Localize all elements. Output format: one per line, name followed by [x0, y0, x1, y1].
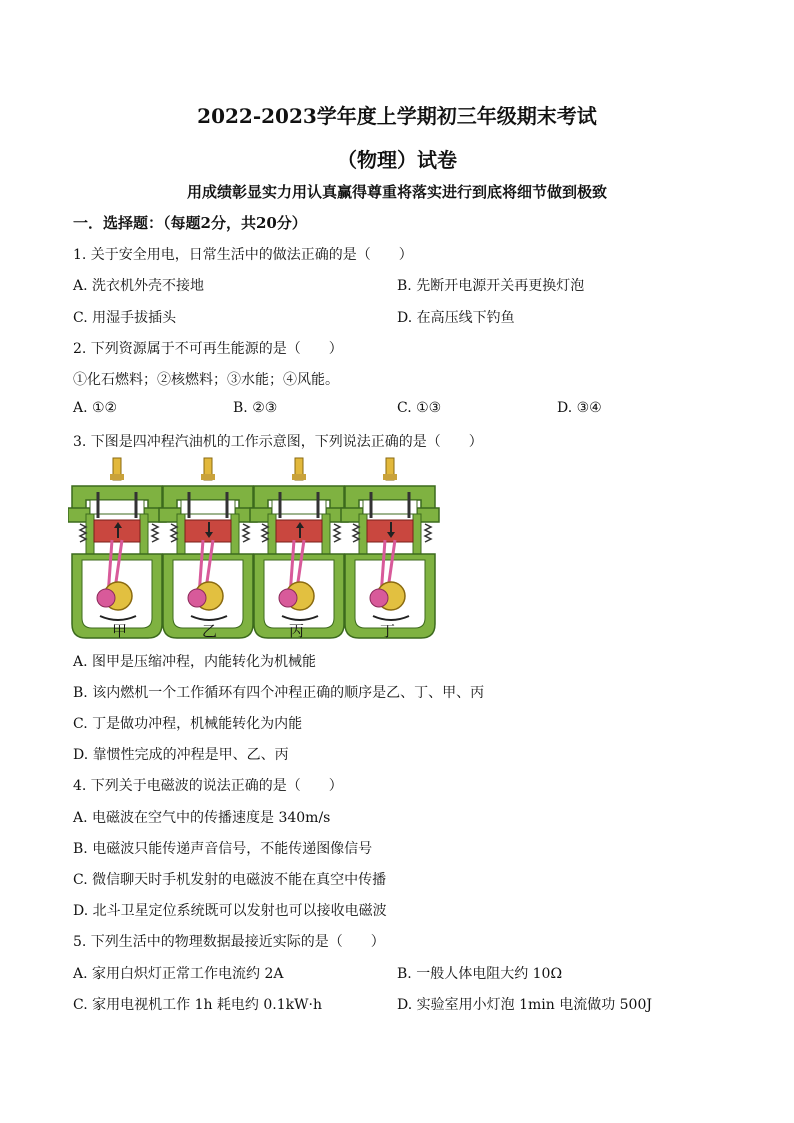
q5-option-b: B. 一般人体电阻大约 10Ω	[397, 966, 563, 982]
exam-motto: 用成绩彰显实力用认真赢得尊重将落实进行到底将细节做到极致	[186, 183, 607, 201]
q2-option-a: A. ①②	[73, 400, 118, 416]
q3-option-b: B. 该内燃机一个工作循环有四个冲程正确的顺序是乙、丁、甲、丙	[73, 685, 485, 701]
q2-option-c: C. ①③	[397, 400, 442, 416]
figure-label-ding: 丁	[380, 622, 396, 640]
q1-option-d: D. 在高压线下钓鱼	[397, 310, 515, 326]
q5-option-a: A. 家用白炽灯正常工作电流约 2A	[73, 966, 284, 982]
exam-subtitle: （物理）试卷	[337, 148, 457, 172]
q3-option-d: D. 靠惯性完成的冲程是甲、乙、丙	[73, 747, 289, 763]
question-5-stem: 5. 下列生活中的物理数据最接近实际的是（ ）	[73, 934, 385, 950]
question-2-note: ①化石燃料；②核燃料；③水能；④风能。	[73, 372, 339, 388]
four-stroke-engine-figure	[68, 456, 440, 642]
figure-label-yi: 乙	[202, 622, 218, 640]
q5-option-d: D. 实验室用小灯泡 1min 电流做功 500J	[397, 997, 652, 1013]
question-3-stem: 3. 下图是四冲程汽油机的工作示意图，下列说法正确的是（ ）	[73, 434, 483, 450]
question-2-stem: 2. 下列资源属于不可再生能源的是（ ）	[73, 341, 343, 357]
q1-option-a: A. 洗衣机外壳不接地	[73, 278, 205, 294]
figure-label-jia: 甲	[112, 622, 128, 640]
q5-option-c: C. 家用电视机工作 1h 耗电约 0.1kW·h	[73, 997, 322, 1013]
q3-option-a: A. 图甲是压缩冲程，内能转化为机械能	[73, 654, 317, 670]
figure-label-bing: 丙	[289, 622, 305, 640]
exam-title: 2022-2023学年度上学期初三年级期末考试	[197, 104, 597, 128]
section-heading: 一．选择题：（每题2分，共20分）	[73, 214, 307, 232]
q2-option-d: D. ③④	[557, 400, 602, 416]
q4-option-a: A. 电磁波在空气中的传播速度是 340m/s	[73, 810, 331, 826]
q2-option-b: B. ②③	[233, 400, 278, 416]
q1-option-c: C. 用湿手拔插头	[73, 310, 177, 326]
q4-option-d: D. 北斗卫星定位系统既可以发射也可以接收电磁波	[73, 903, 387, 919]
q3-option-c: C. 丁是做功冲程，机械能转化为内能	[73, 716, 303, 732]
q4-option-b: B. 电磁波只能传递声音信号，不能传递图像信号	[73, 841, 373, 857]
question-1-stem: 1. 关于安全用电，日常生活中的做法正确的是（ ）	[73, 247, 413, 263]
question-4-stem: 4. 下列关于电磁波的说法正确的是（ ）	[73, 778, 343, 794]
q1-option-b: B. 先断开电源开关再更换灯泡	[397, 278, 585, 294]
q4-option-c: C. 微信聊天时手机发射的电磁波不能在真空中传播	[73, 872, 387, 888]
